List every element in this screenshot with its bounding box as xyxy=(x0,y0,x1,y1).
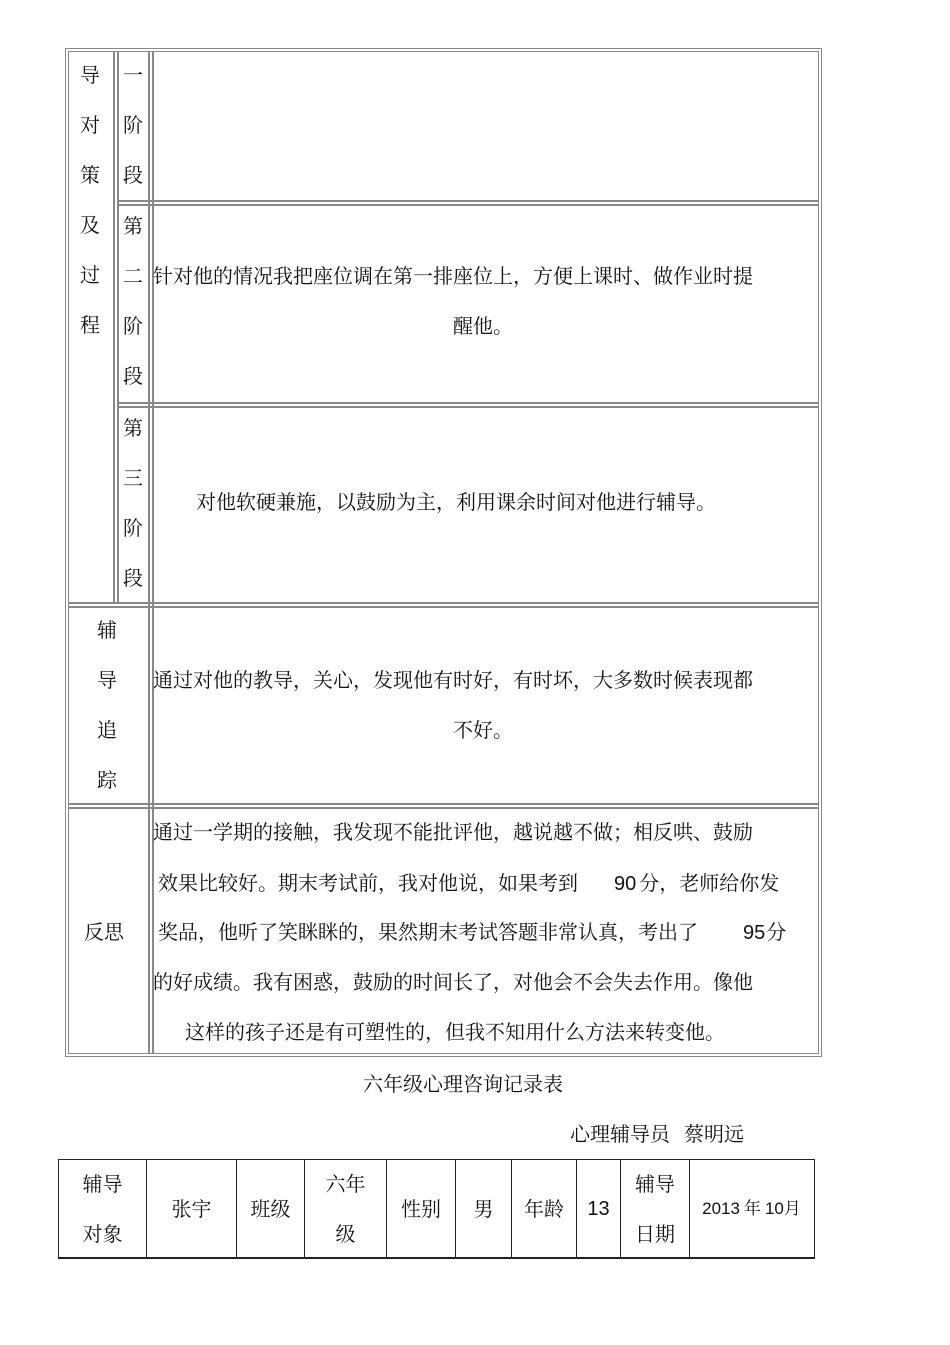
strategy-process-label: 导 对 策 及 过 程 xyxy=(80,63,100,337)
stage2-label: 第 二 阶 段 xyxy=(123,214,143,388)
target-label-cell: 辅导 对象 xyxy=(59,1160,147,1257)
class-value-cell: 六年 级 xyxy=(305,1160,387,1257)
counselor-label: 心理辅导员 xyxy=(570,1122,670,1146)
class-label-cell: 班级 xyxy=(237,1160,305,1257)
reflection-line2: 效果比较好。期末考试前，我对他说，如果考到 90 分，老师给你发 xyxy=(158,871,780,895)
reflection-label: 反思 xyxy=(84,920,124,944)
date-value-cell: 2013 年 10 月 xyxy=(702,1198,801,1219)
stage3-content-line1: 对他软硬兼施，以鼓励为主，利用课余时间对他进行辅导。 xyxy=(196,490,716,514)
stage2-content-line2: 醒他。 xyxy=(453,314,513,338)
gender-value-cell: 男 xyxy=(456,1160,512,1257)
date-label-cell: 辅导 日期 xyxy=(621,1160,690,1257)
counselor-line xyxy=(570,1122,744,1146)
followup-content-line1: 通过对他的教导，关心，发现他有时好，有时坏，大多数时候表现都 xyxy=(153,668,753,692)
reflection-line1: 通过一学期的接触，我发现不能批评他，越说越不做；相反哄、鼓励 xyxy=(153,820,753,844)
counselor-name: 蔡明远 xyxy=(684,1122,744,1146)
age-label-cell: 年龄 xyxy=(512,1160,577,1257)
student-name-cell: 张宇 xyxy=(147,1160,237,1257)
followup-content-line2: 不好。 xyxy=(453,718,513,742)
age-value-cell: 13 xyxy=(577,1160,621,1257)
gender-label-cell: 性别 xyxy=(387,1160,456,1257)
reflection-line5: 这样的孩子还是有可塑性的，但我不知用什么方法来转变他。 xyxy=(185,1020,725,1044)
reflection-line3: 奖品，他听了笑眯眯的，果然期末考试答题非常认真，考出了 95分 xyxy=(158,920,787,944)
followup-label: 辅 导 追 踪 xyxy=(97,618,117,792)
stage2-content-line1: 针对他的情况我把座位调在第一排座位上，方便上课时、做作业时提 xyxy=(153,264,753,288)
reflection-line4: 的好成绩。我有困惑，鼓励的时间长了，对他会不会失去作用。像他 xyxy=(153,970,753,994)
form-title: 六年级心理咨询记录表 xyxy=(363,1072,563,1096)
stage1-label: 一 阶 段 xyxy=(123,63,143,187)
info-table xyxy=(58,1159,815,1259)
stage3-label: 第 三 阶 段 xyxy=(123,416,143,590)
